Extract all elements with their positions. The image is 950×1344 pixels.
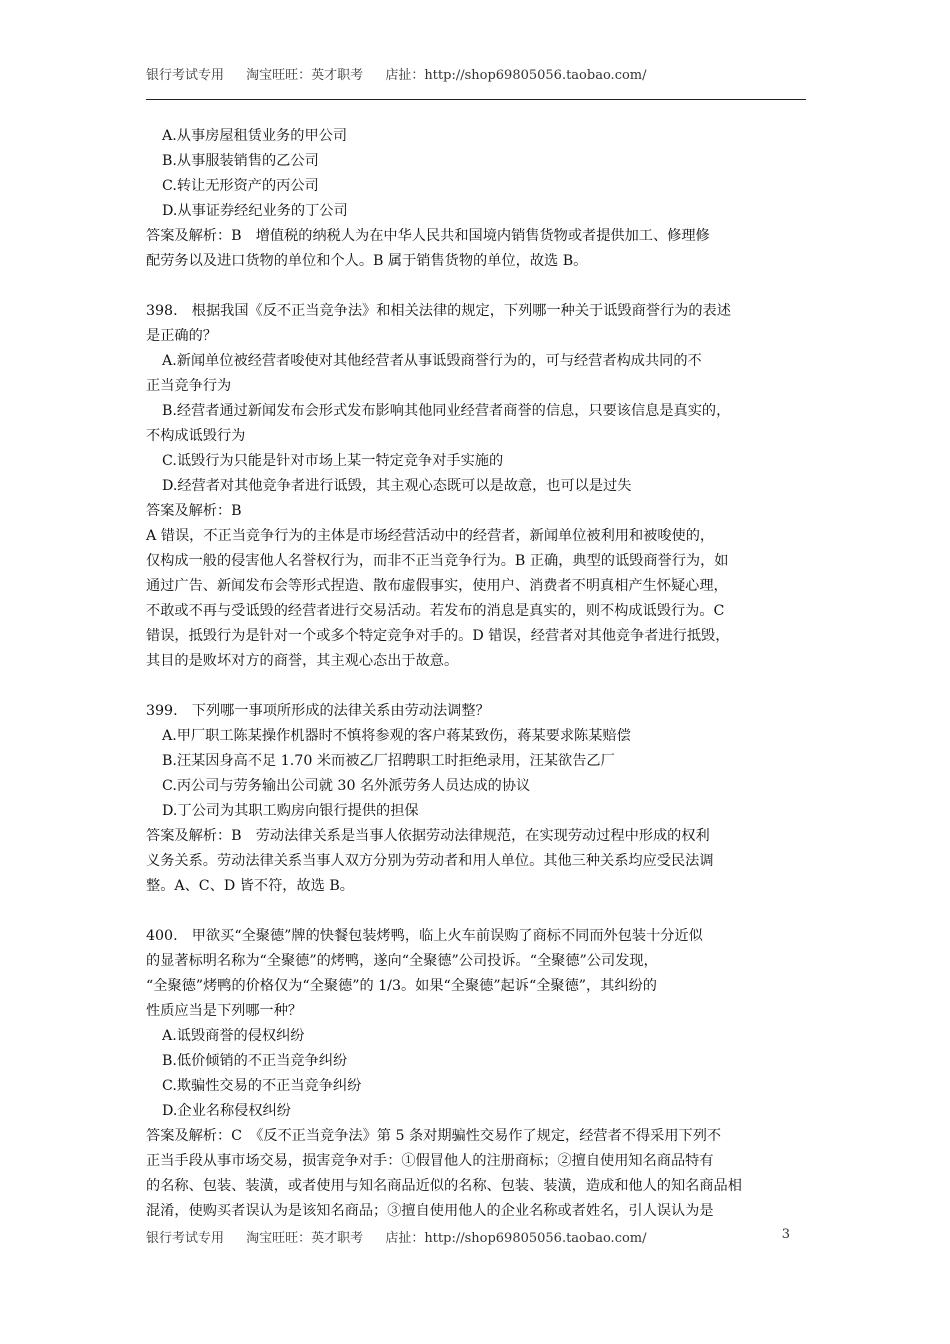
q400-question: 400. 甲欲买“全聚德”牌的快餐包装烤鸭，临上火车前误购了商标不同而外包装十分近似: [146, 928, 703, 944]
q397-option-b: B.从事服装销售的乙公司: [162, 153, 319, 169]
q400-option-c: C.欺骗性交易的不正当竞争纠纷: [162, 1078, 362, 1094]
page-number: 3: [781, 1227, 790, 1242]
q398-option-b-cont: 不构成诋毁行为: [146, 428, 246, 444]
q398-explanation-line: 错误，抵毁行为是针对一个或多个特定竞争对手的。D 错误，经营者对其他竞争者进行抵毁，: [146, 628, 730, 644]
q397-option-d: D.从事证券经纪业务的丁公司: [162, 203, 348, 219]
q398-explanation-line: 通过广告、新闻发布会等形式捏造、散布虚假事实，使用户、消费者不明真相产生怀疑心理，: [146, 578, 728, 594]
q397-answer-cont: 配劳务以及进口货物的单位和个人。B 属于销售货物的单位，故选 B。: [146, 253, 588, 269]
q398-option-a-cont: 正当竞争行为: [146, 378, 232, 394]
footer-shop-url: 店扯：http://shop69805056.taobao.com/: [385, 1231, 647, 1246]
q400-option-b: B.低价倾销的不正当竞争纠纷: [162, 1053, 348, 1069]
q399-answer-cont: 整。A、C、D 皆不符，故选 B。: [146, 878, 354, 894]
q398-question: 398. 根据我国《反不正当竞争法》和相关法律的规定，下列哪一种关于诋毁商誉行为的表述: [146, 303, 731, 319]
document-body: [146, 124, 810, 1224]
q398-question-cont: 是正确的？: [146, 328, 217, 344]
q400-question-cont: “全聚德”烤鸭的价格仅为“全聚德”的 1/3。如果“全聚德”起诉“全聚德”，其纠纷的: [146, 978, 657, 994]
header-shop-url: 店扯：http://shop69805056.taobao.com/: [385, 68, 647, 83]
q400-answer-cont: 的名称、包装、装潢，或者使用与知名商品近似的名称、包装、装潢，造成和他人的知名商品相: [146, 1178, 742, 1194]
q397-option-c: C.转让无形资产的丙公司: [162, 178, 319, 194]
header-shop-name: 淘宝旺旺：英才职考: [246, 68, 364, 83]
page-footer: [146, 1227, 808, 1246]
page-header: [146, 64, 665, 83]
q397-option-a: A.从事房屋租赁业务的甲公司: [162, 128, 348, 144]
q398-explanation-line: 仅构成一般的侵害他人名誉权行为，而非不正当竞争行为。B 正确，典型的诋毁商誉行为，如: [146, 553, 729, 569]
footer-shop-name: 淘宝旺旺：英才职考: [246, 1231, 364, 1246]
q400-option-a: A.诋毁商誉的侵权纠纷: [162, 1028, 305, 1044]
q399-question: 399. 下列哪一事项所形成的法律关系由劳动法调整？: [146, 703, 490, 719]
q398-option-d: D.经营者对其他竞争者进行诋毁，其主观心态既可以是故意，也可以是过失: [162, 478, 632, 494]
header-label: 银行考试专用: [146, 68, 225, 83]
header-divider: [146, 99, 806, 100]
footer-label: 银行考试专用: [146, 1231, 225, 1246]
q398-option-a: A.新闻单位被经营者唆使对其他经营者从事诋毁商誉行为的，可与经营者构成共同的不: [162, 353, 702, 369]
q400-answer-cont: 正当手段从事市场交易，损害竞争对手：①假冒他人的注册商标；②擅自使用知名商品特有: [146, 1153, 714, 1169]
q399-option-a: A.甲厂职工陈某操作机器时不慎将参观的客户蒋某致伤，蒋某要求陈某赔偿: [162, 728, 631, 744]
q399-answer: 答案及解析：B 劳动法律关系是当事人依据劳动法律规范，在实现劳动过程中形成的权利: [146, 828, 710, 844]
q398-explanation-line: A 错误，不正当竞争行为的主体是市场经营活动中的经营者，新闻单位被利用和被唆使的，: [146, 528, 715, 544]
q400-option-d: D.企业名称侵权纠纷: [162, 1103, 291, 1119]
q400-answer-cont: 混淆，使购买者误认为是该知名商品；③擅自使用他人的企业名称或者姓名，引人误认为是: [146, 1203, 714, 1219]
q398-explanation-line: 不敢或不再与受诋毁的经营者进行交易活动。若发布的消息是真实的，则不构成诋毁行为。C: [146, 603, 725, 619]
q399-option-d: D.丁公司为其职工购房向银行提供的担保: [162, 803, 419, 819]
q398-explanation-line: 其目的是败坏对方的商誉，其主观心态出于故意。: [146, 653, 459, 669]
q400-question-cont: 的显著标明名称为“全聚德”的烤鸭，遂向“全聚德”公司投诉。“全聚德”公司发现，: [146, 953, 658, 969]
q400-question-cont: 性质应当是下列哪一种？: [146, 1003, 303, 1019]
q398-option-b: B.经营者通过新闻发布会形式发布影响其他同业经营者商誉的信息，只要该信息是真实的，: [162, 403, 731, 419]
q399-answer-cont: 义务关系。劳动法律关系当事人双方分别为劳动者和用人单位。其他三种关系均应受民法调: [146, 853, 714, 869]
q400-answer: 答案及解析：C 《反不正当竞争法》第 5 条对期骗性交易作了规定，经营者不得采用下列不: [146, 1128, 722, 1144]
q398-option-c: C.诋毁行为只能是针对市场上某一特定竞争对手实施的: [162, 453, 504, 469]
q399-option-b: B.汪某因身高不足 1.70 米而被乙厂招聘职工时拒绝录用，汪某欲告乙厂: [162, 753, 615, 769]
q399-option-c: C.丙公司与劳务输出公司就 30 名外派劳务人员达成的协议: [162, 778, 531, 794]
q397-answer: 答案及解析：B 增值税的纳税人为在中华人民共和国境内销售货物或者提供加工、修理修: [146, 228, 710, 244]
q398-answer: 答案及解析：B: [146, 503, 242, 519]
